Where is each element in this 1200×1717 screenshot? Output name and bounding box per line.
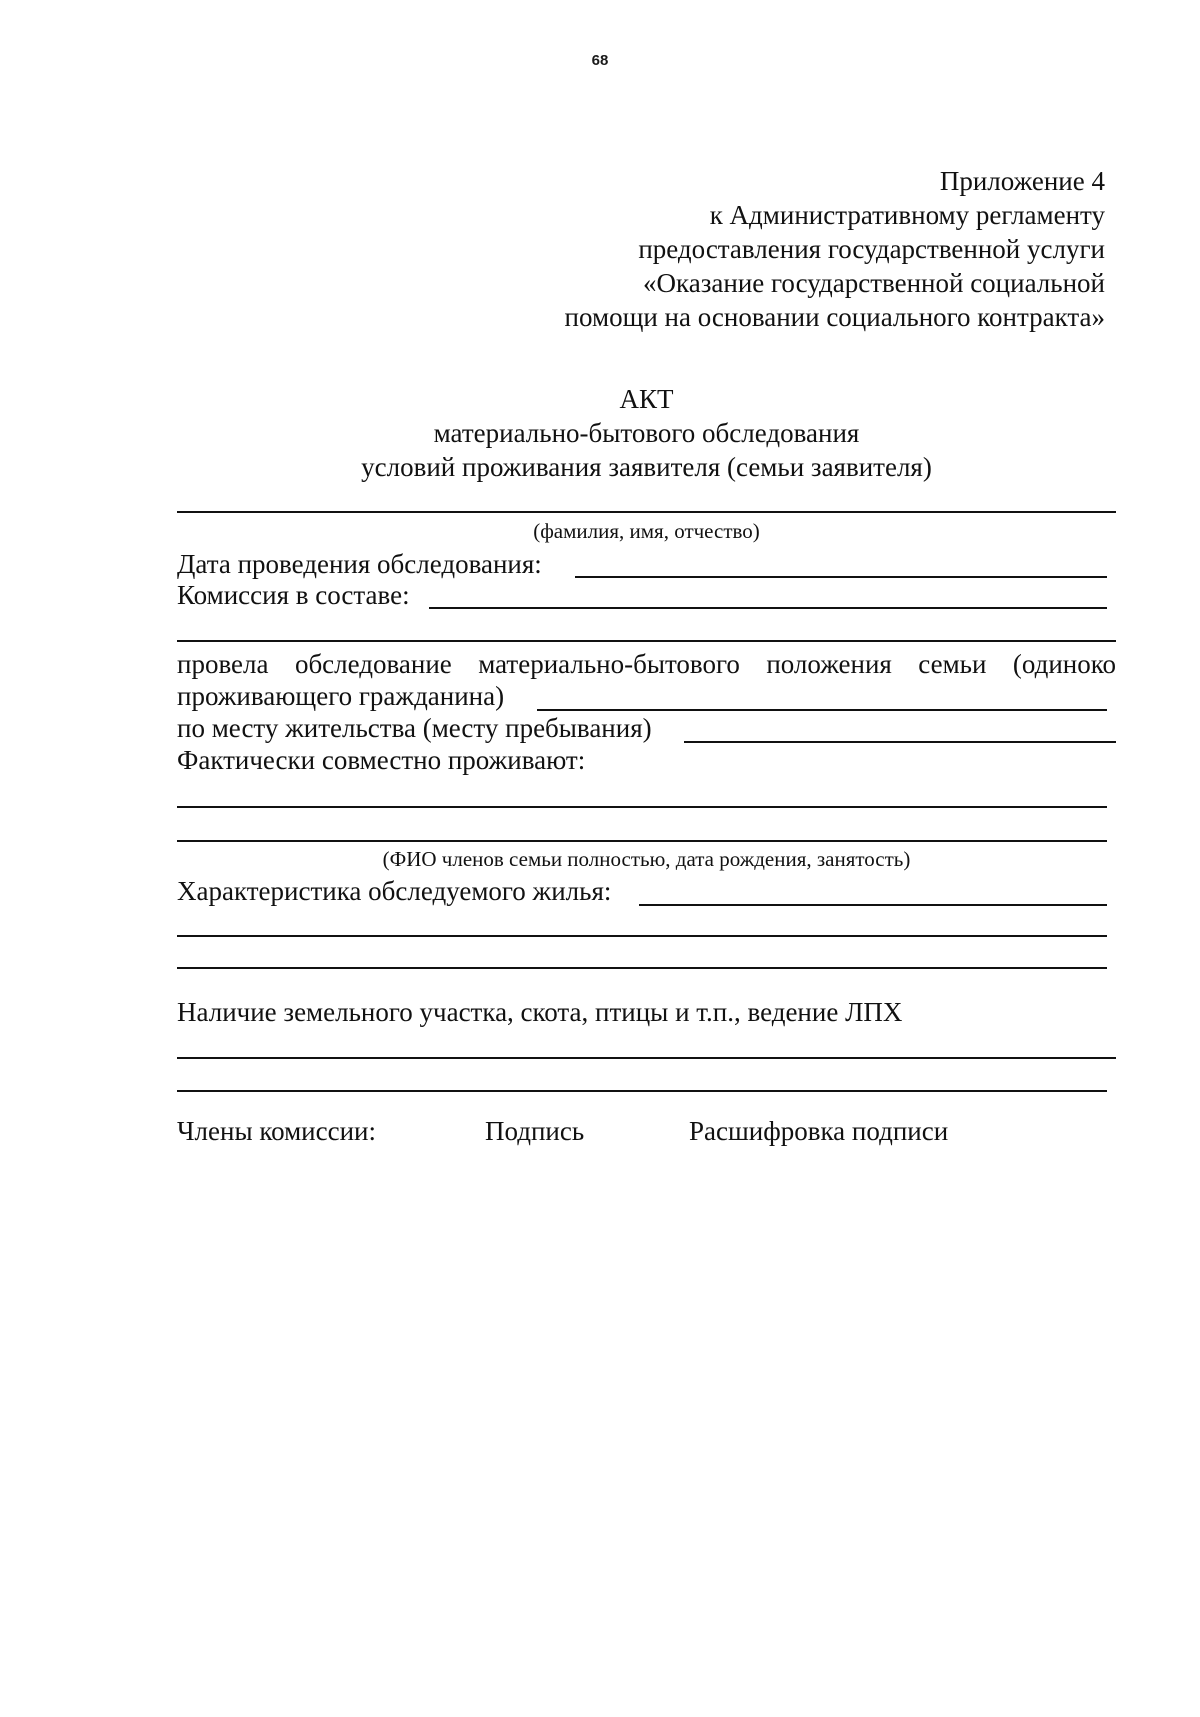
survey-statement-cont: проживающего гражданина) — [177, 681, 505, 711]
survey-statement: провела обследование материально-бытового положения семьи (одиноко — [177, 649, 1116, 679]
fio-caption: (фамилия, имя, отчество) — [533, 519, 760, 543]
page-number: 68 — [591, 52, 609, 69]
cohabit-label: Фактически совместно проживают: — [177, 745, 586, 775]
date-label: Дата проведения обследования: — [177, 549, 542, 579]
cohabit-line-2[interactable] — [177, 840, 1107, 842]
residence-label: по месту жительства (месту пребывания) — [177, 713, 652, 743]
signature-label: Подпись — [485, 1116, 585, 1146]
title-subtitle: материально-бытового обследования — [433, 418, 860, 448]
land-line[interactable] — [177, 1057, 1116, 1059]
appendix-line: предоставления государственной услуги — [638, 234, 1105, 264]
date-line[interactable] — [575, 576, 1107, 578]
land-label: Наличие земельного участка, скота, птицы и т.п., ведение ЛПХ — [177, 997, 903, 1027]
document-title — [177, 382, 1116, 484]
housing-label: Характеристика обследуемого жилья: — [177, 876, 612, 906]
commission-label: Комиссия в составе: — [177, 580, 410, 610]
land-line-2[interactable] — [177, 1090, 1107, 1092]
title-heading: АКТ — [619, 384, 674, 414]
commission-line[interactable] — [429, 607, 1107, 609]
housing-line[interactable] — [639, 904, 1107, 906]
appendix-line: к Административному регламенту — [709, 200, 1105, 230]
commission-members-label: Члены комиссии: — [177, 1116, 376, 1146]
fio-line[interactable] — [177, 511, 1116, 513]
commission-line-2[interactable] — [177, 640, 1116, 642]
cohabit-line[interactable] — [177, 806, 1107, 808]
title-subtitle: условий проживания заявителя (семьи заявителя) — [361, 452, 932, 482]
appendix-line: помощи на основании социального контракта» — [564, 302, 1105, 332]
appendix-header — [405, 164, 1105, 334]
housing-line-2[interactable] — [177, 935, 1107, 937]
members-caption: (ФИО членов семьи полностью, дата рождения, занятость) — [382, 847, 911, 871]
appendix-line: «Оказание государственной социальной — [643, 268, 1105, 298]
housing-line-3[interactable] — [177, 967, 1107, 969]
signature-decoding-label: Расшифровка подписи — [689, 1116, 949, 1146]
appendix-line: Приложение 4 — [939, 166, 1105, 196]
citizen-line[interactable] — [537, 709, 1107, 711]
residence-line[interactable] — [684, 741, 1116, 743]
